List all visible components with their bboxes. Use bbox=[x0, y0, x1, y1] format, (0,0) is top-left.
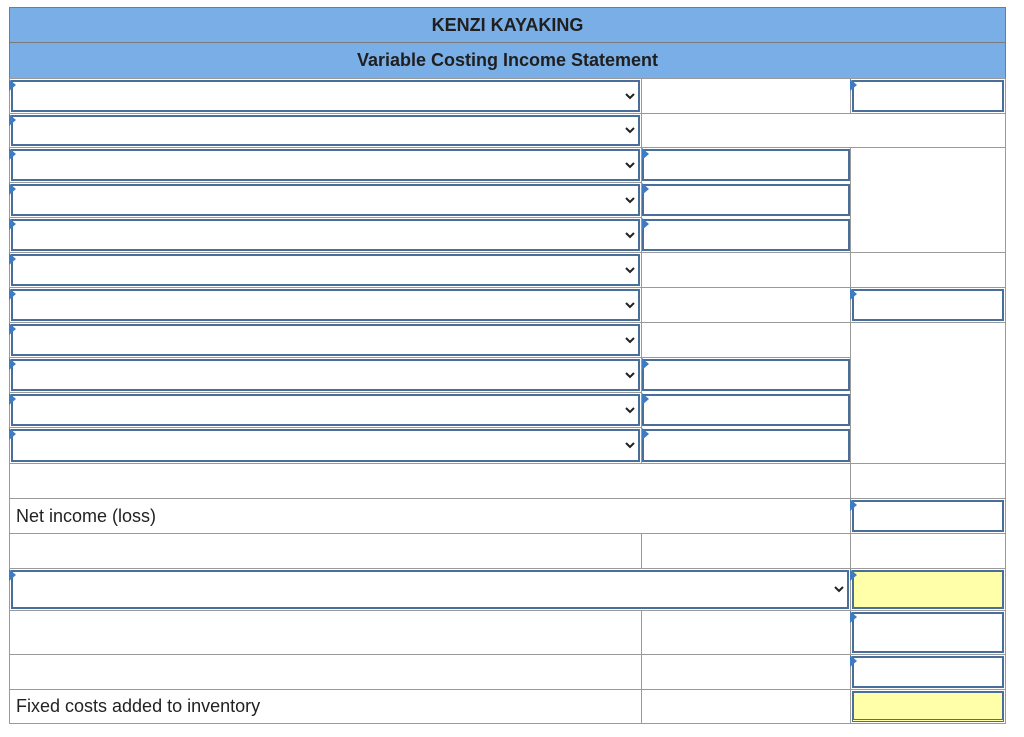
row-17-total-input[interactable] bbox=[852, 656, 1004, 688]
row-16-label-cell bbox=[9, 610, 642, 655]
row-11-amount-input[interactable] bbox=[642, 429, 850, 462]
fixed-costs-total-blank bbox=[850, 322, 1006, 464]
row-3-amount-input[interactable] bbox=[642, 149, 850, 181]
row-8-label-select[interactable] bbox=[11, 324, 640, 356]
row-14-amount-cell bbox=[641, 533, 851, 569]
fixed-costs-added-label: Fixed costs added to inventory bbox=[9, 689, 642, 724]
row-12-blank-cell bbox=[9, 463, 851, 499]
fixed-costs-added-input[interactable] bbox=[852, 691, 1004, 722]
row-4-label-select[interactable] bbox=[11, 184, 640, 216]
row-8-amount-cell bbox=[641, 322, 851, 358]
row-10-label-select[interactable] bbox=[11, 394, 640, 426]
statement-title-header: Variable Costing Income Statement bbox=[9, 42, 1006, 79]
row-2-blank-cell bbox=[641, 113, 1006, 148]
row-1-total-input[interactable] bbox=[852, 80, 1004, 112]
row-2-label-select[interactable] bbox=[11, 115, 640, 146]
row-9-label-select[interactable] bbox=[11, 359, 640, 391]
row-17-amount-cell bbox=[641, 654, 851, 690]
row-17-label-cell bbox=[9, 654, 642, 690]
row-14-label-cell bbox=[9, 533, 642, 569]
row-15-highlight-input[interactable] bbox=[852, 570, 1004, 609]
row-10-amount-input[interactable] bbox=[642, 394, 850, 426]
income-statement-worksheet bbox=[9, 7, 1006, 724]
row-15-label-select[interactable] bbox=[11, 570, 849, 609]
net-income-label: Net income (loss) bbox=[9, 498, 851, 534]
row-7-total-input[interactable] bbox=[852, 289, 1004, 321]
net-income-input[interactable] bbox=[852, 500, 1004, 532]
row-1-label-select[interactable] bbox=[11, 80, 640, 112]
row-7-label-select[interactable] bbox=[11, 289, 640, 321]
row-3-label-select[interactable] bbox=[11, 149, 640, 181]
company-name-header: KENZI KAYAKING bbox=[9, 7, 1006, 43]
row-9-amount-input[interactable] bbox=[642, 359, 850, 391]
row-5-amount-input[interactable] bbox=[642, 219, 850, 251]
row-1-amount-cell bbox=[641, 78, 851, 114]
row-12-total-cell bbox=[850, 463, 1006, 499]
variable-costs-total-blank bbox=[850, 147, 1006, 253]
row-16-total-input[interactable] bbox=[852, 612, 1004, 653]
row-6-label-select[interactable] bbox=[11, 254, 640, 286]
row-6-total-cell bbox=[850, 252, 1006, 288]
row-5-label-select[interactable] bbox=[11, 219, 640, 251]
row-4-amount-input[interactable] bbox=[642, 184, 850, 216]
row-14-total-cell bbox=[850, 533, 1006, 569]
row-11-label-select[interactable] bbox=[11, 429, 640, 462]
fixed-costs-added-amount-cell bbox=[641, 689, 851, 724]
row-7-amount-cell bbox=[641, 287, 851, 323]
row-16-amount-cell bbox=[641, 610, 851, 655]
row-6-amount-cell bbox=[641, 252, 851, 288]
